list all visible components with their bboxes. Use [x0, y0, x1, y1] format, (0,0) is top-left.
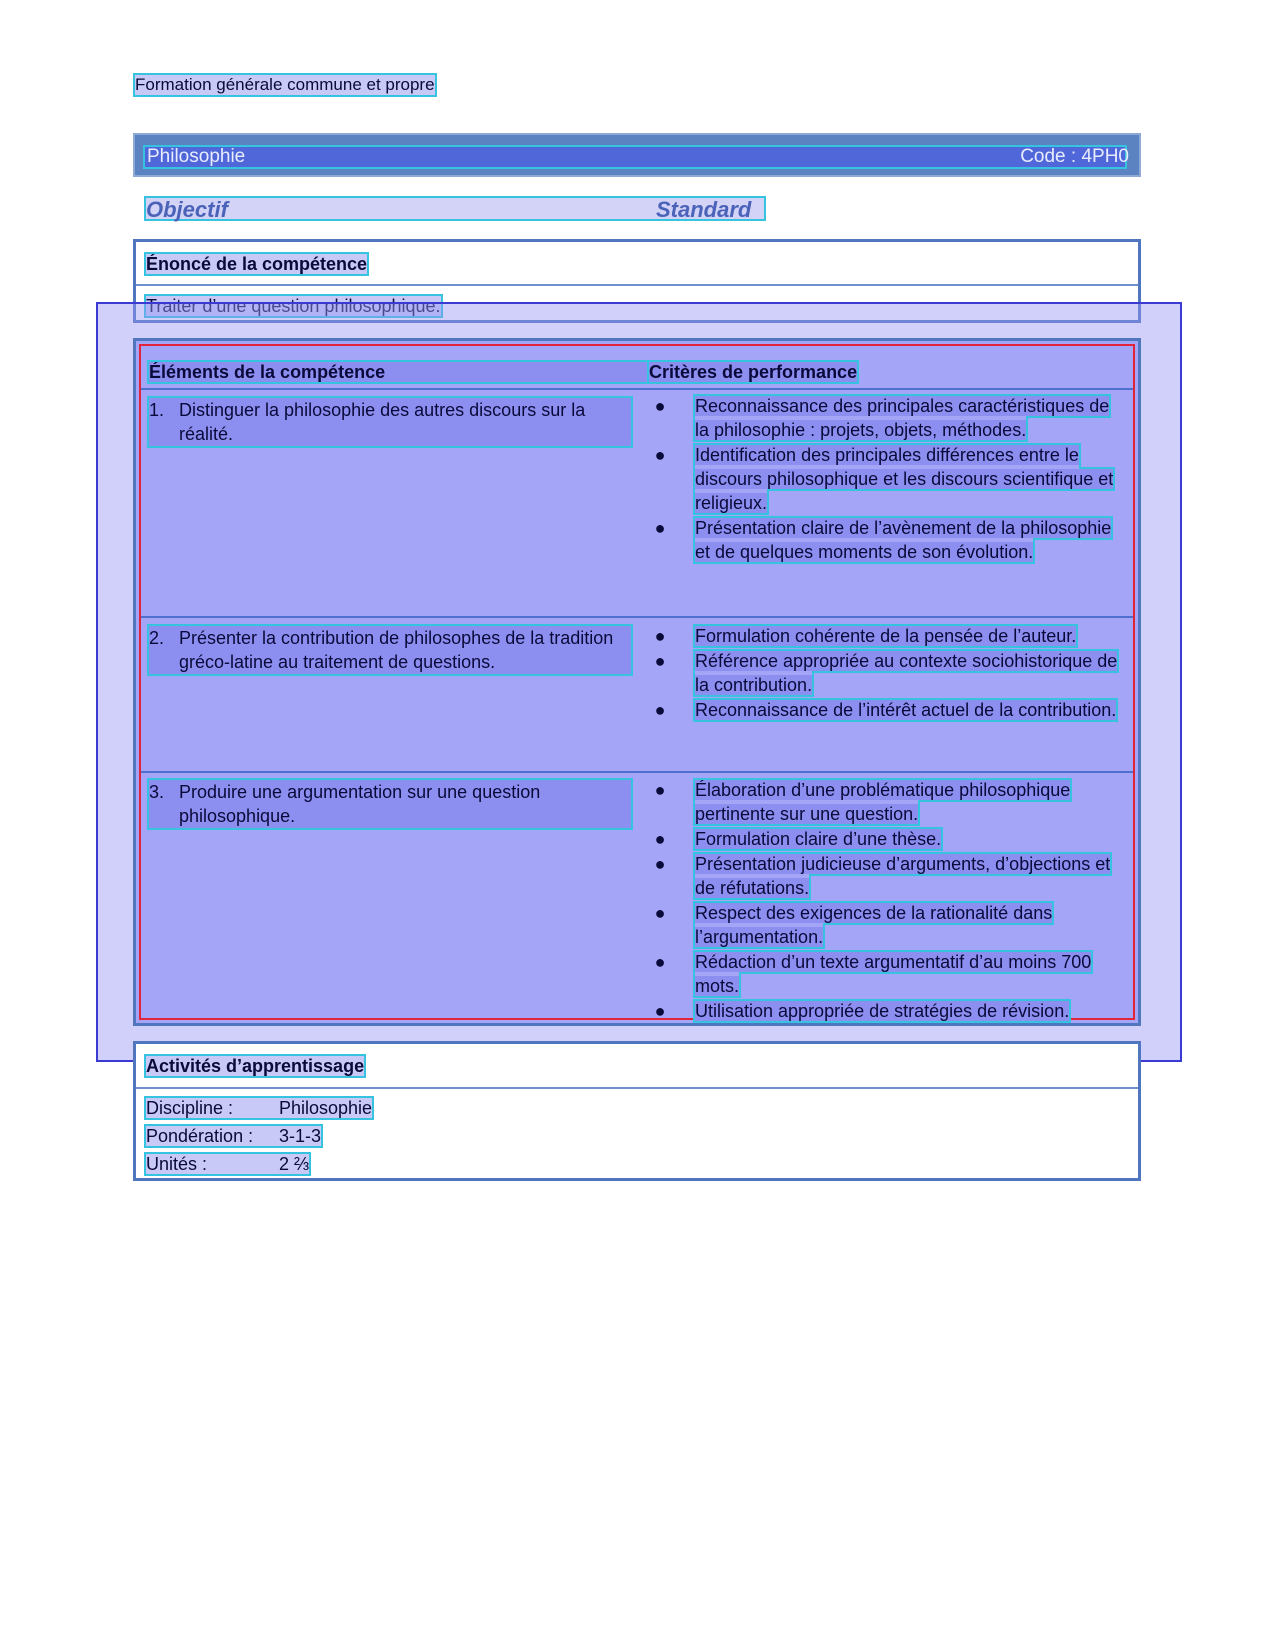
discipline-value: Philosophie — [279, 1098, 373, 1118]
criteria-item: ● Élaboration d’une problématique philosophique pertinente sur une question. — [649, 778, 1119, 826]
bullet-icon: ● — [654, 700, 666, 720]
elements-header: Éléments de la compétence — [149, 362, 649, 382]
criteria-item: ● Identification des principales différences entre le discours philosophique et les discours scientifique et religieux. — [649, 443, 1119, 515]
bullet-icon: ● — [654, 903, 666, 923]
standard-label: Standard — [656, 197, 752, 222]
enonce-text: Traiter d’une question philosophique. — [146, 296, 441, 316]
element-text: Distinguer la philosophie des autres discours sur la réalité. — [149, 398, 631, 446]
bullet-icon: ● — [654, 829, 666, 849]
bullet-icon: ● — [654, 651, 666, 671]
criteria-item: ● Reconnaissance des principales caractéristiques de la philosophie : projets, objets, méthodes. — [649, 394, 1119, 442]
criteres-header: Critères de performance — [649, 362, 858, 382]
course-code: Code : 4PH0 — [1020, 146, 1129, 167]
bullet-icon: ● — [654, 1001, 666, 1021]
element-text: Présenter la contribution de philosophes de la tradition gréco-latine au traitement de questions. — [149, 626, 631, 674]
criteria-item: ● Référence appropriée au contexte sociohistorique de la contribution. — [649, 649, 1119, 697]
divider — [136, 284, 1138, 286]
course-title: Philosophie — [147, 146, 246, 167]
unites-label: Unités : — [146, 1154, 208, 1174]
course-banner — [133, 133, 1141, 177]
course-banner-highlight — [145, 147, 1125, 167]
element-item — [149, 780, 631, 828]
criteria-item: ● Utilisation appropriée de stratégies de révision. — [649, 999, 1119, 1023]
ponderation-label: Pondération : — [146, 1126, 254, 1146]
ponderation-row — [146, 1126, 321, 1146]
bullet-icon: ● — [654, 445, 666, 465]
unites-value: 2 ⅔ — [279, 1154, 310, 1174]
discipline-row — [146, 1098, 372, 1118]
bullet-icon: ● — [654, 780, 666, 800]
criteria-item: ● Présentation claire de l’avènement de la philosophie et de quelques moments de son évolution. — [649, 516, 1119, 564]
bullet-icon: ● — [654, 952, 666, 972]
competence-table — [133, 338, 1141, 1026]
element-number: 3. — [149, 782, 165, 802]
criteria-item: ● Formulation cohérente de la pensée de l’auteur. — [649, 624, 1119, 648]
bullet-icon: ● — [654, 518, 666, 538]
document-heading: Formation générale commune et propre — [135, 75, 435, 94]
activites-section — [133, 1041, 1141, 1181]
discipline-label: Discipline : — [146, 1098, 234, 1118]
criteria-list — [649, 778, 1119, 1024]
element-text: Produire une argumentation sur une question philosophique. — [149, 780, 631, 828]
element-item — [149, 626, 631, 674]
criteria-item: ● Reconnaissance de l’intérêt actuel de la contribution. — [649, 698, 1119, 722]
enonce-title: Énoncé de la compétence — [146, 254, 368, 274]
criteria-item: ● Présentation judicieuse d’arguments, d’objections et de réfutations. — [649, 852, 1119, 900]
unites-row — [146, 1154, 309, 1174]
activites-title: Activités d’apprentissage — [146, 1056, 365, 1076]
objectif-label: Objectif — [146, 197, 228, 222]
criteria-item: ● Formulation claire d’une thèse. — [649, 827, 1119, 851]
ponderation-value: 3-1-3 — [279, 1126, 322, 1146]
objectif-row — [146, 197, 764, 222]
row-divider — [141, 771, 1133, 773]
row-divider — [141, 388, 1133, 390]
element-number: 2. — [149, 628, 165, 648]
criteria-list — [649, 624, 1119, 723]
bullet-icon: ● — [654, 626, 666, 646]
criteria-item: ● Respect des exigences de la rationalité dans l’argumentation. — [649, 901, 1119, 949]
criteria-list — [649, 394, 1119, 565]
element-number: 1. — [149, 400, 165, 420]
element-item — [149, 398, 631, 446]
competence-table-frame — [139, 344, 1135, 1020]
criteria-item: ● Rédaction d’un texte argumentatif d’au moins 700 mots. — [649, 950, 1119, 998]
bullet-icon: ● — [654, 854, 666, 874]
row-divider — [141, 616, 1133, 618]
bullet-icon: ● — [654, 396, 666, 416]
divider — [136, 1087, 1138, 1089]
